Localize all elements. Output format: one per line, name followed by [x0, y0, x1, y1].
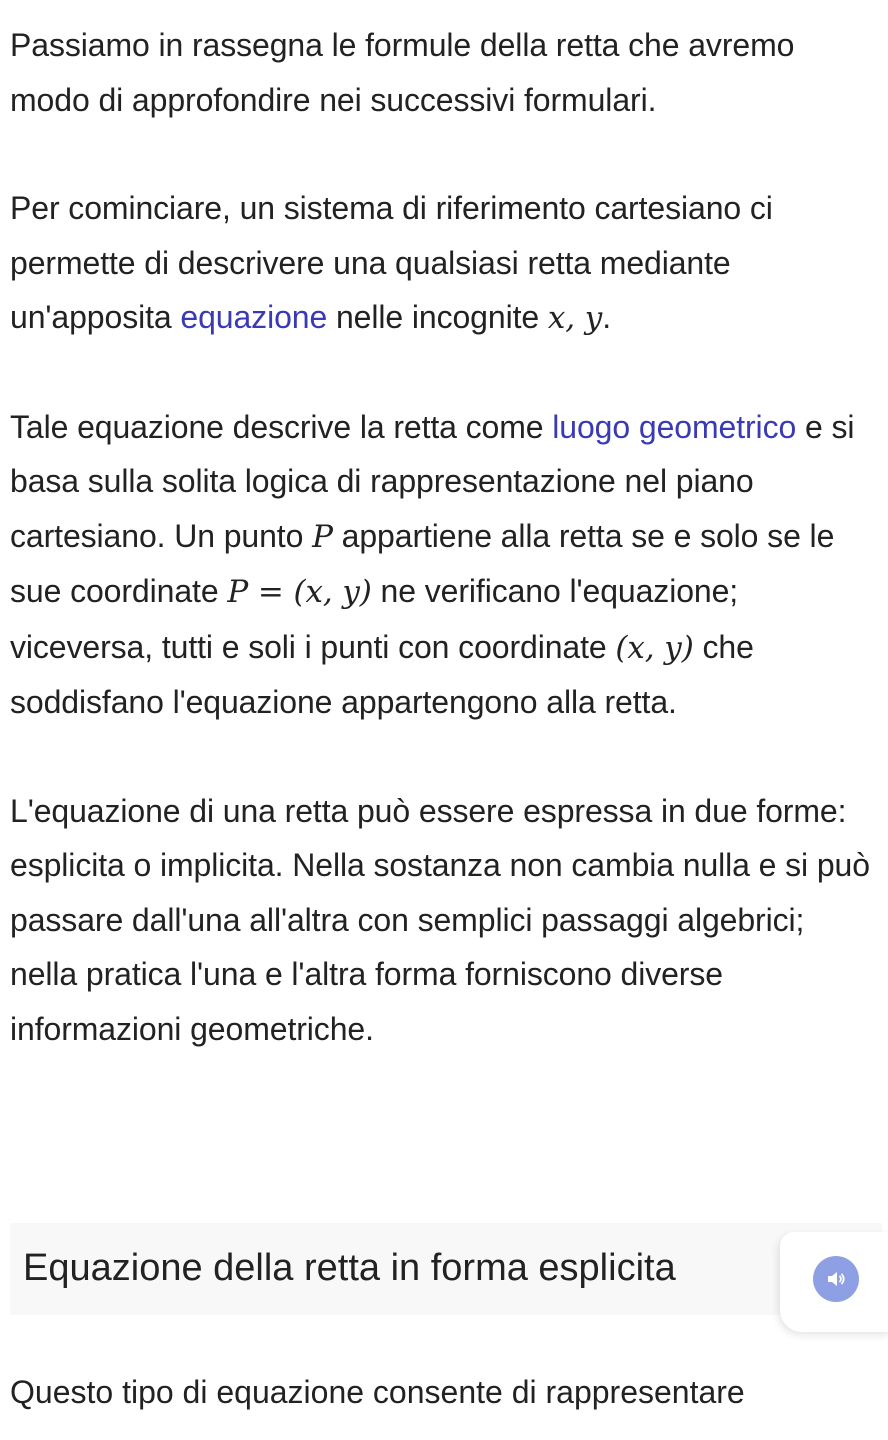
text-segment: appartiene alla retta se e solo se le sue coordinate	[10, 517, 835, 609]
section-header	[10, 1223, 882, 1315]
math-coordinates: (x, y)	[615, 629, 694, 666]
paragraph-forms: L'equazione di una retta può essere espressa in due forme: esplicita o implicita. Nella sostanza non cambia nulla e si può passare dall'una all'altra con semplici passaggi algebrici; nella pratica l'una e l'altra forma forniscono diverse informazioni geometriche.	[10, 792, 870, 1047]
math-xy: x, y	[547, 300, 603, 336]
text-segment: Tale equazione descrive la retta come	[10, 408, 553, 445]
paragraph-explicit-form: Questo tipo di equazione consente di rappresentare	[10, 1374, 745, 1410]
text-segment: ne verificano l'equazione; viceversa, tutti e soli i punti con coordinate	[10, 573, 739, 665]
paragraph-locus	[10, 400, 878, 730]
text-segment: .	[602, 299, 611, 335]
text-segment: Per cominciare, un sistema di riferimento cartesiano ci permette di descrivere una qualsiasi retta mediante un'apposita	[10, 190, 773, 335]
paragraph-intro: Passiamo in rassegna le formule della retta che avremo modo di approfondire nei successivi formulari.	[10, 27, 795, 118]
paragraph-reference-system	[10, 181, 878, 346]
text-segment: e si basa sulla solita logica di rappresentazione nel piano cartesiano. Un punto	[10, 408, 855, 554]
link-equazione[interactable]: equazione	[180, 299, 328, 335]
audio-play-button[interactable]	[813, 1256, 859, 1302]
text-segment: nelle incognite	[327, 299, 548, 335]
audio-player-card	[780, 1232, 888, 1332]
link-luogo-geometrico[interactable]: luogo geometrico	[552, 408, 797, 445]
article-body	[10, 18, 878, 1110]
section-title: Equazione della retta in forma esplicita	[23, 1247, 676, 1289]
text-segment: che soddisfano l'equazione appartengono alla retta.	[10, 628, 754, 720]
speaker-icon	[824, 1267, 848, 1291]
math-point-p: P	[312, 518, 333, 555]
math-point-coordinates: P = (x, y)	[227, 574, 372, 610]
